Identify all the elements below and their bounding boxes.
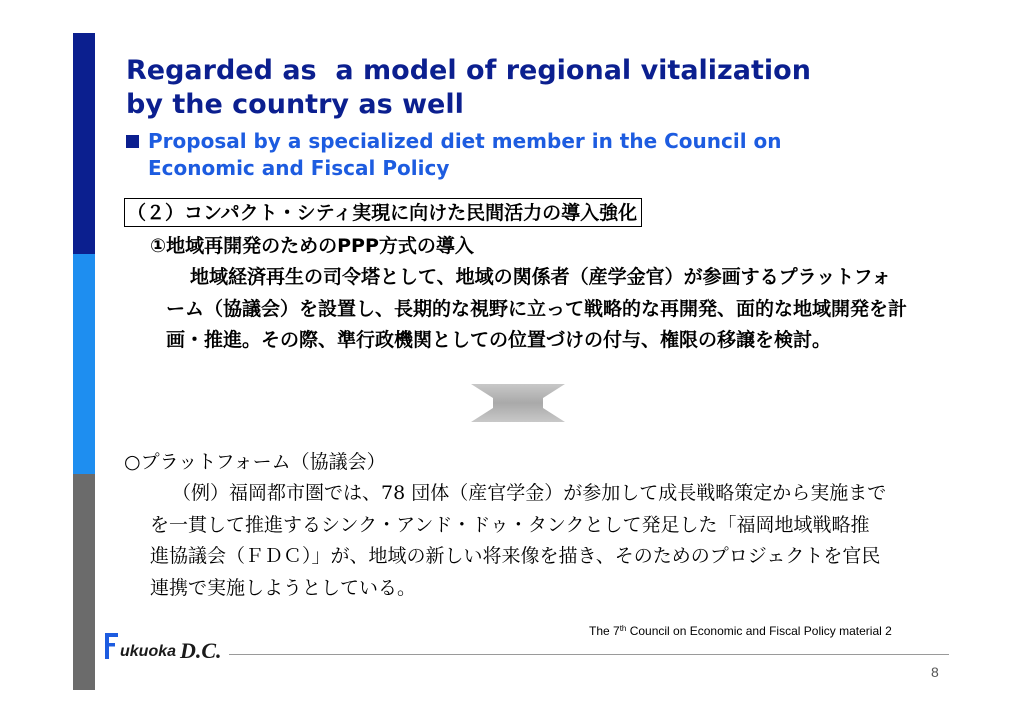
footnote-pre: The 7 [589, 624, 620, 638]
accent-bar-bottom [73, 474, 95, 690]
slide-title [126, 54, 886, 122]
subtitle-bullet [126, 128, 846, 182]
fukuoka-dc-logo [103, 628, 227, 662]
platform-body: （例）福岡都市圏では、78 団体（産官学金）が参加して成長戦略策定から実施までを一貫して推進するシンク・アンド・ドゥ・タンクとして発足した「福岡地域戦略推進協議会（ＦＤＣ）」が、地域の新しい将来像を描き、そのためのプロジェクトを官民連携で実施しようとしている。 [150, 482, 887, 599]
subtitle-line1: Proposal by a specialized diet member in the Council on [148, 129, 782, 153]
platform-heading: ○プラットフォーム（協議会） [124, 451, 386, 473]
slide-title-line1: Regarded as a model of regional vitalization [126, 55, 811, 86]
footnote-sup: th [619, 624, 627, 633]
proposal-item: ①地域再開発のためのPPP方式の導入 [150, 235, 474, 257]
page-number: 8 [931, 664, 939, 680]
subtitle-line2: Economic and Fiscal Policy [148, 156, 450, 180]
accent-bar-middle [73, 254, 95, 474]
square-bullet-icon [126, 135, 139, 148]
subtitle [148, 128, 846, 182]
svg-text:D.C.: D.C. [180, 638, 222, 662]
source-footnote [589, 624, 892, 638]
double-arrow-icon [471, 384, 565, 422]
footnote-post: Council on Economic and Fiscal Policy material 2 [626, 624, 892, 638]
svg-text:ukuoka: ukuoka [120, 643, 177, 660]
slide-title-line2: by the country as well [126, 89, 464, 120]
proposal-heading: （２）コンパクト・シティ実現に向けた民間活力の導入強化 [124, 198, 642, 227]
footer-divider [229, 654, 949, 655]
accent-bar-top [73, 33, 95, 254]
proposal-body: 地域経済再生の司令塔として、地域の関係者（産学金官）が参画するプラットフォーム（協議会）を設置し、長期的な視野に立って戦略的な再開発、面的な地域開発を計画・推進。その際、準行政機関としての位置づけの付与、権限の移譲を検討。 [166, 266, 908, 351]
